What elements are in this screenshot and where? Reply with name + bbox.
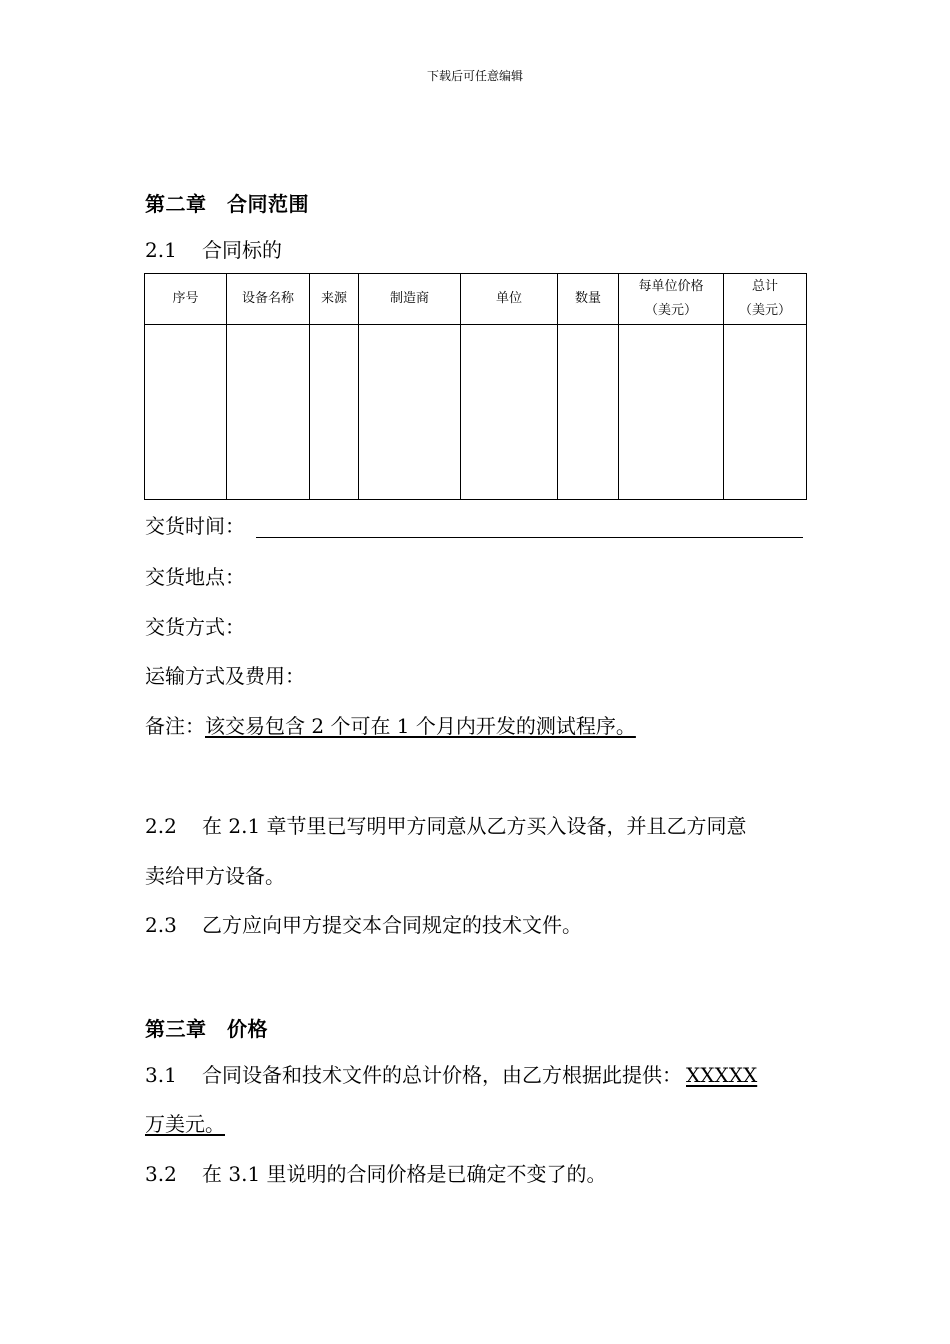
section-2-1 [145, 238, 282, 262]
section-number: 2.2 [145, 814, 177, 838]
price-amount: XXXXX [686, 1063, 758, 1087]
section-2-3 [145, 913, 582, 937]
col-header-quantity: 数量 [558, 274, 619, 325]
col-header-source: 来源 [310, 274, 359, 325]
col-header-equipment-name: 设备名称 [227, 274, 310, 325]
delivery-place-label: 交货地点： [145, 565, 245, 589]
remark-label: 备注： [145, 714, 205, 738]
table-header-row [145, 274, 807, 325]
section-number: 2.3 [145, 913, 177, 937]
delivery-time-label: 交货时间： [145, 514, 245, 538]
chapter-2-title: 第二章 合同范围 [145, 192, 309, 216]
section-title: 合同标的 [202, 238, 282, 262]
section-text: 在 3.1 里说明的合同价格是已确定不变了的。 [202, 1162, 607, 1186]
section-3-2 [145, 1162, 607, 1186]
remark [145, 714, 636, 738]
section-text: 乙方应向甲方提交本合同规定的技术文件。 [202, 913, 582, 937]
section-number: 3.1 [145, 1063, 177, 1087]
section-2-2-line1 [145, 814, 747, 838]
table-cell [619, 325, 724, 500]
unit-price-currency: （美元） [644, 303, 697, 318]
table-cell [558, 325, 619, 500]
section-text: 合同设备和技术文件的总计价格，由乙方根据此提供： [202, 1063, 682, 1087]
col-header-total [724, 274, 807, 325]
section-text: 在 2.1 章节里已写明甲方同意从乙方买入设备，并且乙方同意 [202, 814, 747, 838]
col-header-unit: 单位 [461, 274, 558, 325]
equipment-table [144, 273, 807, 500]
table-cell [724, 325, 807, 500]
transport-label: 运输方式及费用： [145, 664, 305, 688]
total-label: 总计 [751, 279, 778, 294]
table-cell [310, 325, 359, 500]
delivery-method-label: 交货方式： [145, 615, 245, 639]
col-header-unit-price [619, 274, 724, 325]
section-3-1-line2: 万美元。 [145, 1112, 225, 1136]
table-cell [227, 325, 310, 500]
page-header-note: 下载后可任意编辑 [426, 69, 523, 83]
remark-text: 该交易包含 2 个可在 1 个月内开发的测试程序。 [205, 714, 636, 738]
table-cell [461, 325, 558, 500]
table-cell [145, 325, 227, 500]
total-currency: （美元） [738, 303, 791, 318]
section-number: 3.2 [145, 1162, 177, 1186]
delivery-time-fill-line [256, 537, 803, 538]
section-number: 2.1 [145, 238, 177, 262]
table-cell [359, 325, 461, 500]
table-row [145, 325, 807, 500]
unit-price-label: 每单位价格 [638, 279, 704, 294]
section-3-1-line1 [145, 1063, 757, 1087]
col-header-index: 序号 [145, 274, 227, 325]
section-2-2-line2: 卖给甲方设备。 [145, 864, 285, 888]
chapter-3-title: 第三章 价格 [145, 1017, 268, 1041]
col-header-manufacturer: 制造商 [359, 274, 461, 325]
